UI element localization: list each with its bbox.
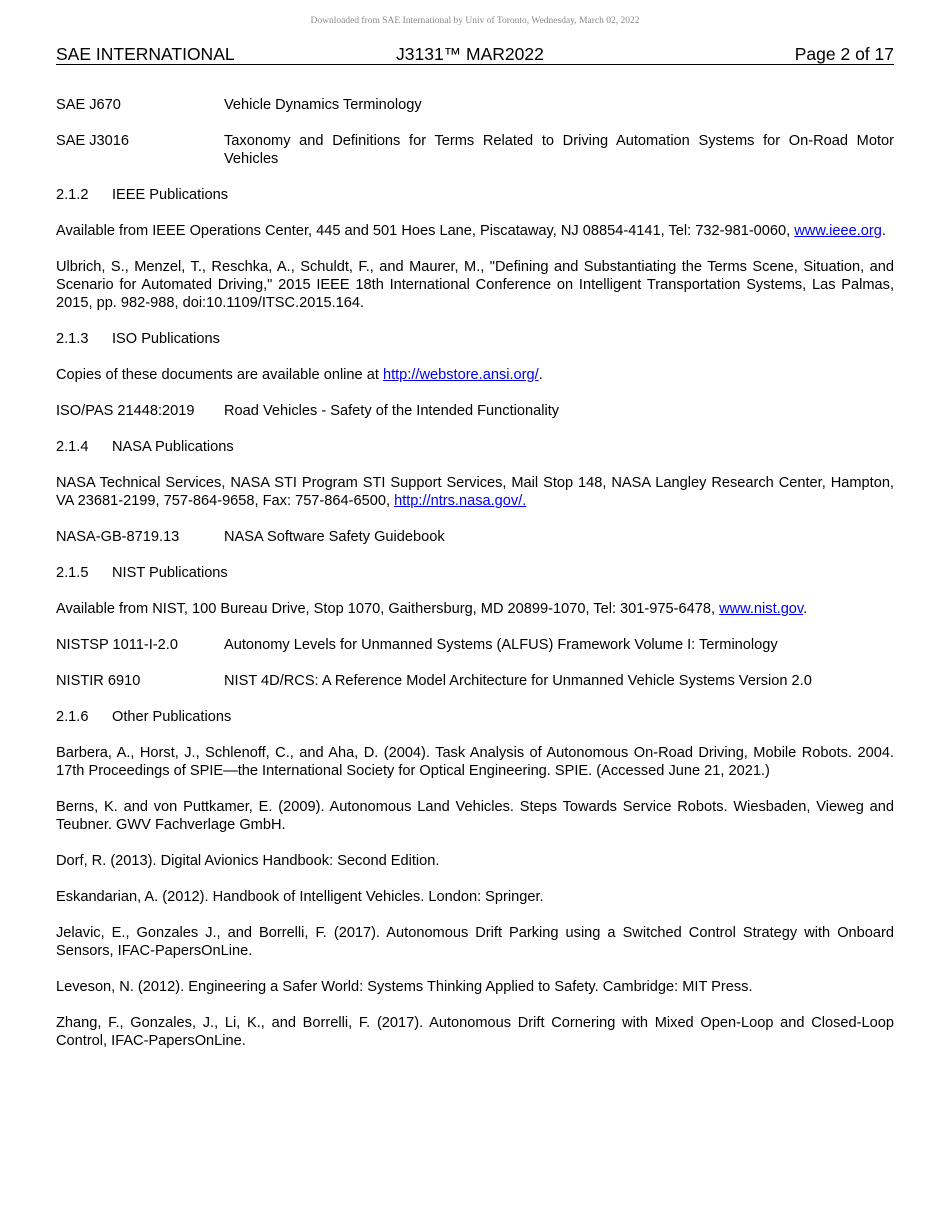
section-heading-nist <box>56 564 894 582</box>
header-doc-number: J3131™ MAR2022 <box>396 44 544 64</box>
page-content <box>56 96 894 1068</box>
section-heading-nasa <box>56 438 894 456</box>
reference-title: NIST 4D/RCS: A Reference Model Architecture for Unmanned Vehicle Systems Version 2.0 <box>224 673 812 689</box>
section-number: 2.1.3 <box>56 331 89 347</box>
reference-code: SAE J3016 <box>56 133 130 149</box>
nist-availability <box>56 600 894 618</box>
other-reference-eskandarian: Eskandarian, A. (2012). Handbook of Intelligent Vehicles. London: Springer. <box>56 889 544 905</box>
section-title: NASA Publications <box>112 439 234 455</box>
header-page-number: Page 2 of 17 <box>794 44 894 64</box>
other-reference-leveson: Leveson, N. (2012). Engineering a Safer World: Systems Thinking Applied to Safety. Cambridge: MIT Press. <box>56 979 753 995</box>
ieee-reference: Ulbrich, S., Menzel, T., Reschka, A., Schuldt, F., and Maurer, M., "Defining and Substantiating the Terms Scene, Situation, and Scenario for Automated Driving," 2015 IEEE 18th International Conference on Intelligent Transportation Systems, Las Palmas, 2015, pp. 982-988, doi:10.1109/ITSC.2015.164. <box>56 259 894 311</box>
reference-title: Road Vehicles - Safety of the Intended Functionality <box>224 403 560 419</box>
section-number: 2.1.2 <box>56 187 89 203</box>
section-title: Other Publications <box>112 709 232 725</box>
reference-nistir-6910 <box>56 672 894 690</box>
ansi-webstore-link[interactable]: http://webstore.ansi.org/ <box>382 367 539 383</box>
nist-link[interactable]: www.nist.gov <box>719 601 804 617</box>
reference-title: NASA Software Safety Guidebook <box>224 529 445 545</box>
reference-title: Taxonomy and Definitions for Terms Related to Driving Automation Systems for On-Road Motor Vehicles <box>224 133 894 167</box>
nasa-availability-text: NASA Technical Services, NASA STI Program STI Support Services, Mail Stop 148, NASA Langley Research Center, Hampton, VA 23681-2199, 757-864-9658, Fax: 757-864-6500, <box>56 475 894 509</box>
section-number: 2.1.5 <box>56 565 89 581</box>
reference-code: ISO/PAS 21448:2019 <box>56 403 195 419</box>
reference-sae-j670 <box>56 96 894 114</box>
reference-title: Autonomy Levels for Unmanned Systems (ALFUS) Framework Volume I: Terminology <box>224 637 778 653</box>
other-reference-berns: Berns, K. and von Puttkamer, E. (2009). Autonomous Land Vehicles. Steps Towards Service Robots. Wiesbaden, Vieweg and Teubner. GWV Fachverlage GmbH. <box>56 799 894 833</box>
section-heading-other <box>56 708 894 726</box>
iso-availability-text: Copies of these documents are available online at <box>56 367 383 383</box>
section-title: ISO Publications <box>112 331 220 347</box>
ieee-link[interactable]: www.ieee.org <box>794 223 882 239</box>
nist-availability-end: . <box>803 601 808 617</box>
nist-availability-text: Available from NIST, 100 Bureau Drive, Stop 1070, Gaithersburg, MD 20899-1070, Tel: 301-975-6478, <box>56 601 720 617</box>
nasa-ntrs-link[interactable]: http://ntrs.nasa.gov/. <box>394 493 527 509</box>
section-title: IEEE Publications <box>112 187 229 203</box>
reference-code: NISTIR 6910 <box>56 673 141 689</box>
other-reference-dorf: Dorf, R. (2013). Digital Avionics Handbook: Second Edition. <box>56 853 440 869</box>
reference-nasa-gb <box>56 528 894 546</box>
ieee-availability-text: Available from IEEE Operations Center, 445 and 501 Hoes Lane, Piscataway, NJ 08854-4141, Tel: 732-981-0060, <box>56 223 795 239</box>
other-reference-jelavic: Jelavic, E., Gonzales J., and Borrelli, F. (2017). Autonomous Drift Parking using a Switched Control Strategy with Onboard Sensors, IFAC-PapersOnLine. <box>56 925 894 959</box>
ieee-availability <box>56 222 894 240</box>
reference-iso-pas-21448 <box>56 402 894 420</box>
iso-availability <box>56 366 894 384</box>
reference-nistsp-1011 <box>56 636 894 654</box>
section-number: 2.1.4 <box>56 439 89 455</box>
section-heading-ieee <box>56 186 894 204</box>
header-org: SAE INTERNATIONAL <box>56 44 235 64</box>
iso-availability-end: . <box>538 367 543 383</box>
nasa-availability <box>56 474 894 510</box>
download-watermark: Downloaded from SAE International by Univ of Toronto, Wednesday, March 02, 2022 <box>310 16 640 26</box>
ieee-availability-end: . <box>881 223 886 239</box>
page-header <box>56 44 894 65</box>
reference-title: Vehicle Dynamics Terminology <box>224 97 422 113</box>
reference-code: SAE J670 <box>56 97 121 113</box>
other-reference-zhang: Zhang, F., Gonzales, J., Li, K., and Borrelli, F. (2017). Autonomous Drift Cornering with Mixed Open-Loop and Closed-Loop Control, IFAC-PapersOnLine. <box>56 1015 894 1049</box>
other-reference-barbera: Barbera, A., Horst, J., Schlenoff, C., and Aha, D. (2004). Task Analysis of Autonomous On-Road Driving, Mobile Robots. 2004. 17th Proceedings of SPIE—the International Society for Optical Engineering. SPIE. (Accessed June 21, 2021.) <box>56 745 894 779</box>
reference-code: NASA-GB-8719.13 <box>56 529 180 545</box>
section-heading-iso <box>56 330 894 348</box>
section-number: 2.1.6 <box>56 709 89 725</box>
section-title: NIST Publications <box>112 565 228 581</box>
reference-sae-j3016 <box>56 132 894 168</box>
reference-code: NISTSP 1011-I-2.0 <box>56 637 178 653</box>
